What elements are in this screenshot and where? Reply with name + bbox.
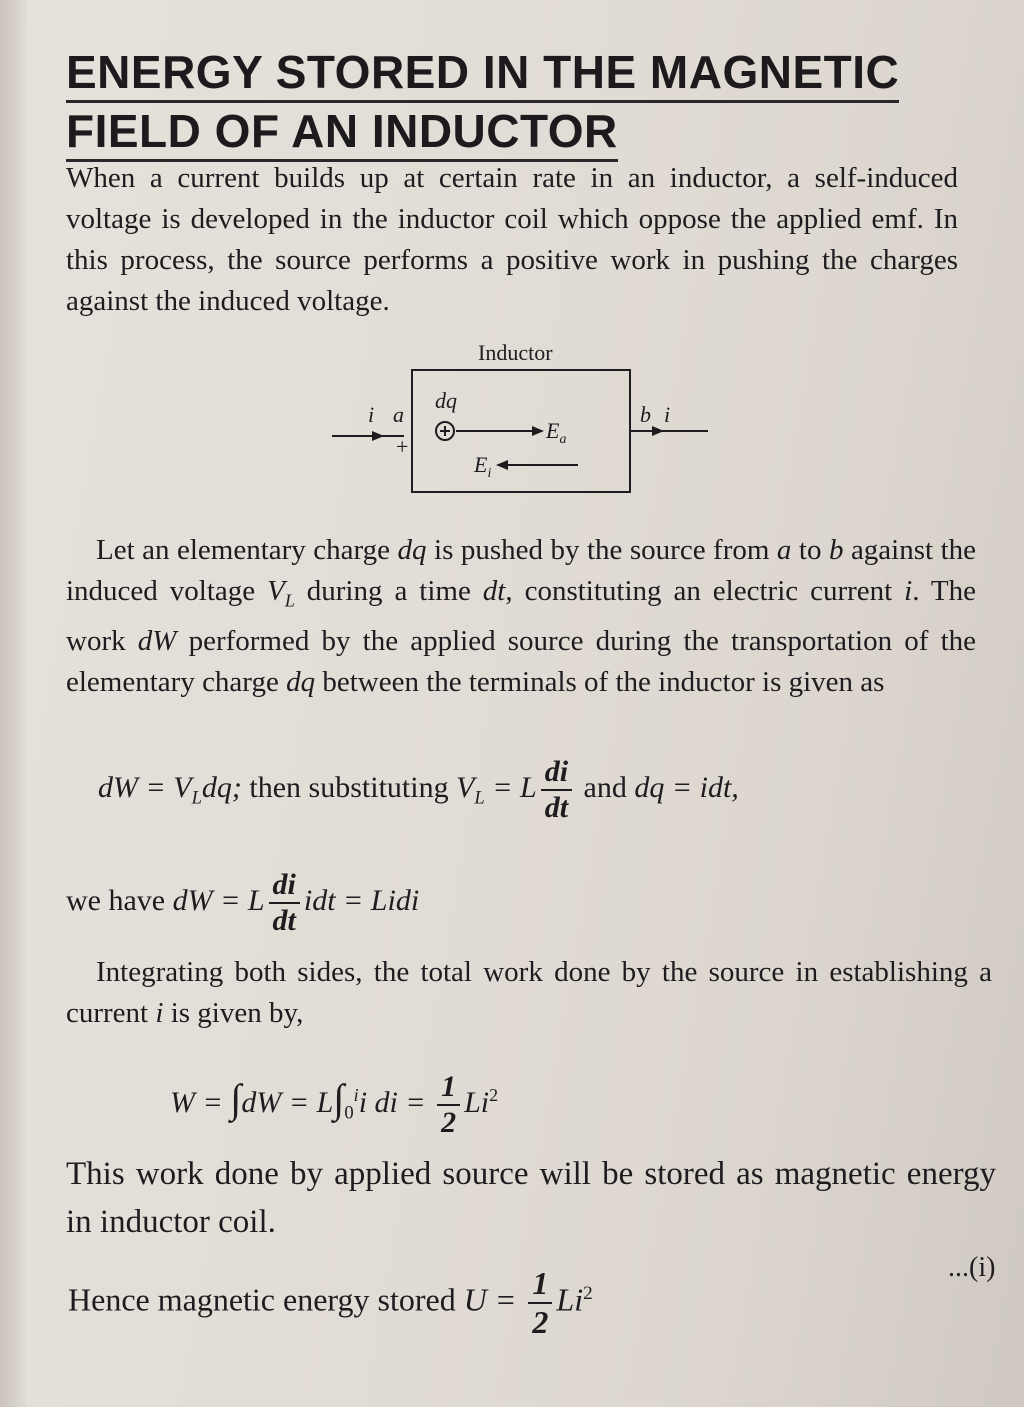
eq-part: dq = idt, xyxy=(634,770,739,804)
integration-paragraph xyxy=(66,952,992,1034)
left-current-arrow xyxy=(372,431,384,441)
math-i: i xyxy=(904,575,913,607)
integral-sign: ∫ xyxy=(230,1075,242,1121)
eq-text: Hence magnetic energy stored xyxy=(68,1281,464,1318)
text-run: Integrating both sides, the total work done by the source in establishing a current xyxy=(66,956,992,1029)
eq-part: W = xyxy=(170,1085,231,1119)
integral-upper-limit: i xyxy=(353,1085,359,1106)
equation-number: ...(i) xyxy=(948,1252,996,1283)
fraction-numerator: 1 xyxy=(437,1070,460,1106)
title-line-1: ENERGY STORED IN THE MAGNETIC xyxy=(66,44,899,103)
inductor-label: Inductor xyxy=(478,340,553,365)
text-run: , constituting an electric current xyxy=(505,575,905,607)
fraction-di-dt xyxy=(541,755,572,825)
terminal-b-label: b xyxy=(640,402,651,427)
equation-dw xyxy=(66,868,419,938)
fraction-denominator: 2 xyxy=(441,1106,457,1139)
right-current-arrow xyxy=(652,426,664,436)
terminal-a-label: a xyxy=(393,402,404,427)
integral-lower-limit: 0 xyxy=(344,1102,354,1124)
left-current-label: i xyxy=(368,402,375,427)
fraction-denominator: dt xyxy=(544,791,569,824)
math-b: b xyxy=(828,534,844,566)
text-run: . The work xyxy=(66,575,977,658)
eq-part: Li xyxy=(556,1281,584,1318)
math-dt: dt xyxy=(482,575,506,607)
eq-part: dq; xyxy=(201,770,242,804)
math-v-sub: L xyxy=(284,590,295,611)
eq-text: and xyxy=(576,770,635,804)
math-a: a xyxy=(776,534,792,566)
fraction-denominator: 2 xyxy=(532,1304,549,1340)
math-dw: dW xyxy=(137,625,177,658)
derivation-paragraph xyxy=(66,530,976,703)
eq-text: then substituting xyxy=(241,770,457,804)
text-run: to xyxy=(791,534,829,566)
eq-part: dW = L xyxy=(172,883,265,917)
math-v: V xyxy=(267,575,285,607)
fraction-denominator: dt xyxy=(272,904,296,937)
eq-exponent: 2 xyxy=(583,1282,593,1304)
text-run: between the terminals of the inductor is given as xyxy=(315,666,885,699)
storage-paragraph: This work done by applied source will be stored as magnetic energy in inductor coil. xyxy=(66,1156,996,1240)
charge-label: dq xyxy=(435,388,457,413)
equation-total-work xyxy=(170,1070,498,1140)
eq-part: Li xyxy=(464,1085,490,1119)
eq-part: dW = V xyxy=(98,770,192,804)
equation-work-substitution xyxy=(98,755,739,825)
text-run: performed by the applied source during the transportation of the elementary charge xyxy=(66,625,977,699)
title-line-2: FIELD OF AN INDUCTOR xyxy=(66,103,618,162)
integral-sign: ∫ xyxy=(333,1075,345,1121)
eq-part: V xyxy=(456,770,475,804)
intro-paragraph: When a current builds up at certain rate in an inductor, a self-induced voltage is developed in the inductor coil which oppose the applied emf. In this process, the source performs a positive work in pushing the charges against the induced voltage. xyxy=(66,162,958,317)
fraction-numerator: di xyxy=(269,868,300,904)
fraction-one-half xyxy=(437,1070,460,1140)
eq-part: idt = Lidi xyxy=(303,883,420,917)
eq-exponent: 2 xyxy=(489,1085,499,1106)
text-run: is pushed by the source from xyxy=(426,534,777,566)
right-current-label: i xyxy=(664,402,671,427)
eq-part: dW = L xyxy=(241,1085,334,1119)
eq-part: U = xyxy=(463,1281,525,1318)
fraction-numerator: di xyxy=(541,755,572,791)
fraction-di-dt xyxy=(269,868,300,938)
induced-field-arrow-head xyxy=(496,460,508,470)
text-run: against the induced voltage xyxy=(66,534,976,607)
fraction-numerator: 1 xyxy=(528,1265,552,1304)
applied-field-label: $E_a$ xyxy=(546,418,567,447)
induced-field-label: $E_i$ xyxy=(474,452,492,481)
math-i: i xyxy=(155,997,164,1029)
inductor-diagram xyxy=(300,330,730,530)
text-run: Let an elementary charge xyxy=(96,534,398,566)
eq-sub: L xyxy=(191,787,202,809)
applied-field-arrow-head xyxy=(532,426,544,436)
fraction-one-half xyxy=(528,1265,552,1341)
eq-part: i di = xyxy=(358,1085,434,1119)
page-title xyxy=(66,44,899,162)
equation-magnetic-energy xyxy=(68,1265,593,1341)
text-run: during a time xyxy=(294,575,483,607)
math-dq: dq xyxy=(286,666,316,699)
eq-sub: L xyxy=(474,787,485,809)
math-dq: dq xyxy=(397,534,427,566)
plus-sign: + xyxy=(396,434,409,459)
eq-text: we have xyxy=(66,883,173,917)
text-run: is given by, xyxy=(163,997,304,1029)
page-gutter xyxy=(0,0,26,1407)
eq-part: = L xyxy=(484,770,537,804)
